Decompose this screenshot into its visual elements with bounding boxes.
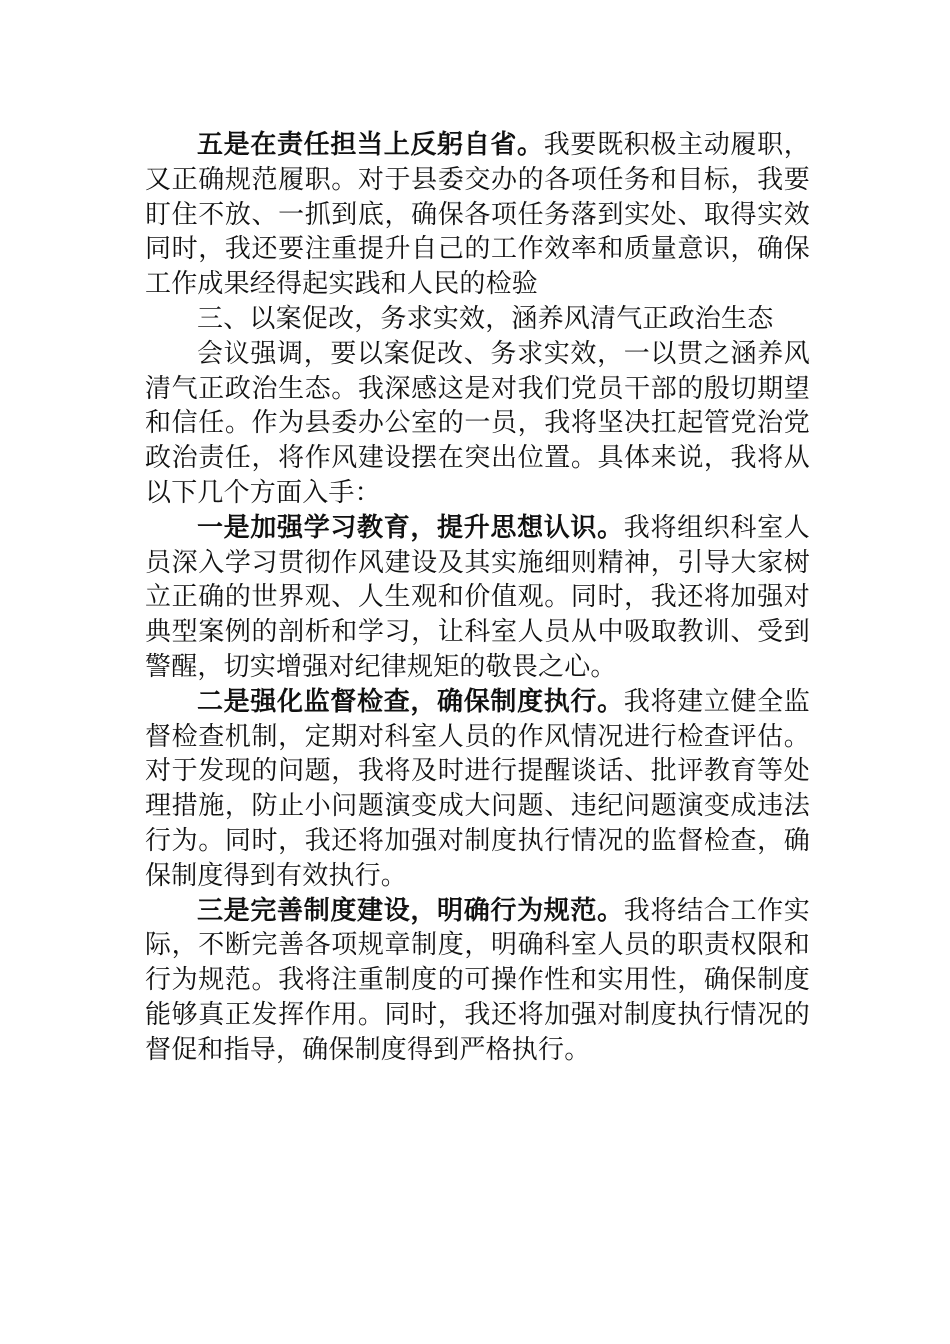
paragraph-text: 我将结合工作实际，不断完善各项规章制度，明确科室人员的职责权限和行为规范。我将注重制度的可操作性和实用性，确保制度能够真正发挥作用。同时，我还将加强对制度执行情况的督促和指导，确保制度得到严格执行。 (145, 895, 810, 1065)
document-body (145, 128, 810, 1068)
paragraph-text: 会议强调，要以案促改、务求实效，一以贯之涵养风清气正政治生态。我深感这是对我们党员干部的殷切期望和信任。作为县委办公室的一员，我将坚决扛起管党治党政治责任，将作风建设摆在突出位置。具体来说，我将从以下几个方面入手： (145, 338, 810, 508)
paragraph-lead: 五是在责任担当上反躬自省。 (197, 130, 544, 160)
paragraph-lead: 三是完善制度建设，明确行为规范。 (197, 895, 624, 926)
paragraph-text: 我将组织科室人员深入学习贯彻作风建设及其实施细则精神，引导大家树立正确的世界观、人生观和价值观。同时，我还将加强对典型案例的剖析和学习，让科室人员从中吸取教训、受到警醒，切实增强对纪律规矩的敬畏之心。 (145, 512, 810, 682)
paragraph-responsibility (145, 128, 810, 302)
paragraph-supervision (145, 685, 810, 894)
paragraph-institution-building (145, 894, 810, 1068)
paragraph-text: 我要既积极主动履职，又正确规范履职。对于县委交办的各项任务和目标，我要盯住不放、一抓到底，确保各项任务落到实处、取得实效同时，我还要注重提升自己的工作效率和质量意识，确保工作成果经得起实践和人民的检验 (145, 130, 810, 300)
section-heading: 三、以案促改，务求实效，涵养风清气正政治生态 (197, 303, 774, 334)
paragraph-meeting-emphasis (145, 337, 810, 511)
paragraph-study-education (145, 511, 810, 685)
paragraph-lead: 一是加强学习教育，提升思想认识。 (197, 512, 624, 543)
paragraph-text: 我将建立健全监督检查机制，定期对科室人员的作风情况进行检查评估。对于发现的问题，我将及时进行提醒谈话、批评教育等处理措施，防止小问题演变成大问题、违纪问题演变成违法行为。同时，我还将加强对制度执行情况的监督检查，确保制度得到有效执行。 (145, 686, 810, 891)
paragraph-lead: 二是强化监督检查，确保制度执行。 (197, 686, 624, 717)
